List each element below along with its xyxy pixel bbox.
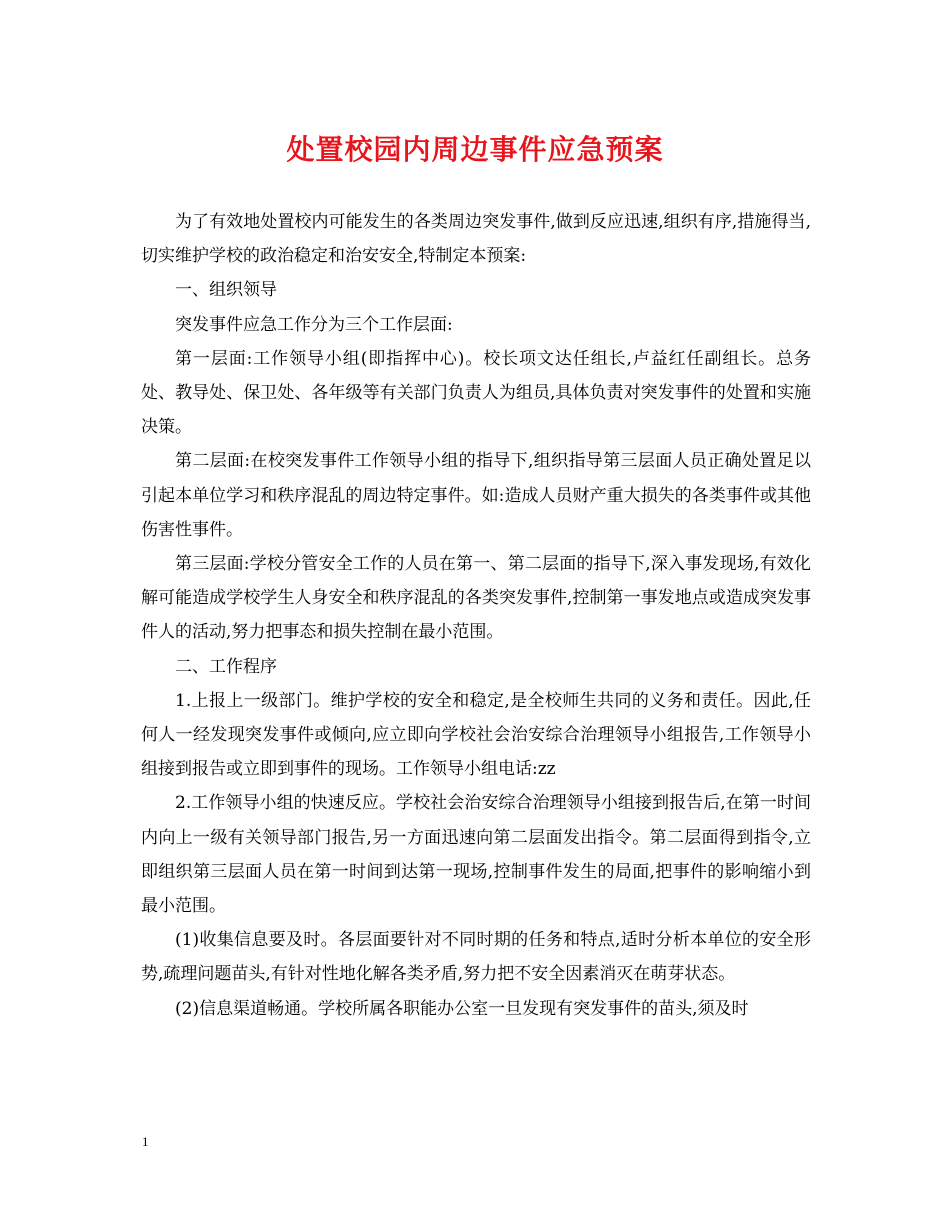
paragraph-sub-one: (1)收集信息要及时。各层面要针对不同时期的任务和特点,适时分析本单位的安全形势,疏理问题苗头,有针对性地化解各类矛盾,努力把不安全因素消灭在萌芽状态。 <box>141 930 811 985</box>
paragraph-intro: 为了有效地处置校内可能发生的各类周边突发事件,做到反应迅速,组织有序,措施得当,切实维护学校的政治稳定和治安安全,特制定本预案: <box>141 212 811 267</box>
heading-procedure: 二、工作程序 <box>175 656 277 677</box>
paragraph-levels-intro: 突发事件应急工作分为三个工作层面: <box>175 314 453 335</box>
paragraph-level-three: 第三层面:学校分管安全工作的人员在第一、第二层面的指导下,深入事发现场,有效化解可能造成学校学生人身安全和秩序混乱的各类突发事件,控制第一事发地点或造成突发事件人的活动,努力把事态和损失控制在最小范围。 <box>141 554 811 643</box>
paragraph-sub-two: (2)信息渠道畅通。学校所属各职能办公室一旦发现有突发事件的苗头,须及时 <box>175 998 749 1019</box>
paragraph-step-two: 2.工作领导小组的快速反应。学校社会治安综合治理领导小组接到报告后,在第一时间内向上一级有关领导部门报告,另一方面迅速向第二层面发出指令。第二层面得到指令,立即组织第三层面人员在第一时间到达第一现场,控制事件发生的局面,把事件的影响缩小到最小范围。 <box>141 793 811 917</box>
paragraph-level-two: 第二层面:在校突发事件工作领导小组的指导下,组织指导第三层面人员正确处置足以引起本单位学习和秩序混乱的周边特定事件。如:造成人员财产重大损失的各类事件或其他伤害性事件。 <box>141 451 811 540</box>
document-body <box>141 205 811 1026</box>
page-number: 1 <box>142 1134 149 1149</box>
heading-organization: 一、组织领导 <box>175 280 277 301</box>
document-title: 处置校园内周边事件应急预案 <box>286 133 664 166</box>
paragraph-step-one: 1.上报上一级部门。维护学校的安全和稳定,是全校师生共同的义务和责任。因此,任何人一经发现突发事件或倾向,应立即向学校社会治安综合治理领导小组报告,工作领导小组接到报告或立即到事件的现场。工作领导小组电话:zz <box>141 690 811 780</box>
paragraph-level-one: 第一层面:工作领导小组(即指挥中心)。校长项文达任组长,卢益红任副组长。总务处、教导处、保卫处、各年级等有关部门负责人为组员,具体负责对突发事件的处置和实施决策。 <box>141 348 811 438</box>
